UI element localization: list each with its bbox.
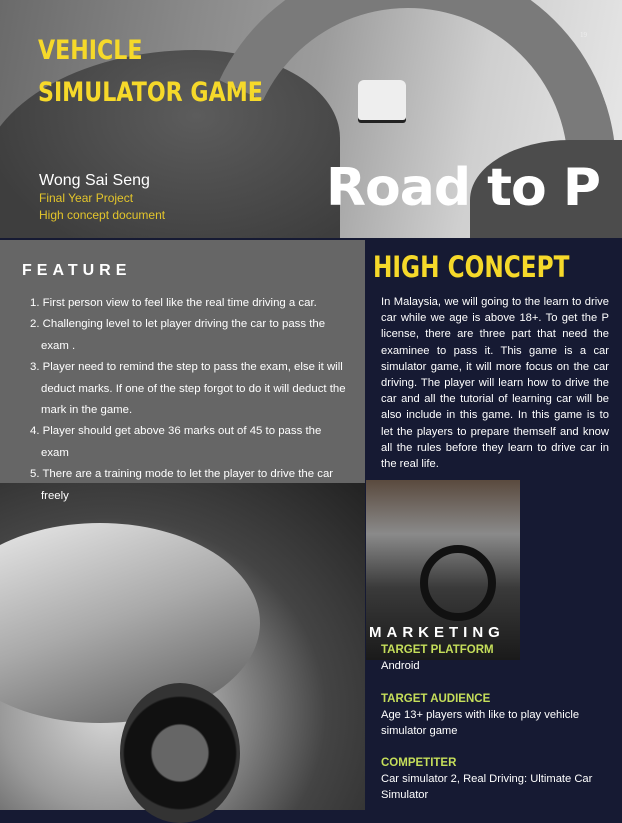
marketing-platform [381,642,611,674]
audience-value: Age 13+ players with like to play vehicle simulator game [381,709,580,737]
high-concept-text: In Malaysia, we will going to the learn to drive car while we age is above 18+. To get the P license, there are three part that need the examinee to pass it. This game is a car simulator game, it will more focus on the car driving. The player will learn how to drive the car and all the tutorial of learning car will be also include in this game. In this game is to let the players to prepare themself and know all the rules before they learn to drive car in the real life. [381,296,609,471]
feature-list [30,293,348,507]
feature-heading: FEATURE [22,262,132,279]
platform-label: TARGET PLATFORM [381,644,494,656]
feature-item: 3. Player need to remind the step to pass the exam, else it will deduct marks. If one of the step forgot to do it will deduct the mark in the game. [30,361,346,417]
subtitle-document: High concept document [39,208,166,222]
car-shape [358,80,406,120]
feature-item: 2. Challenging level to let player driving the car to pass the exam . [30,318,326,352]
platform-value: Android [381,660,420,672]
marketing-heading: MARKETING [369,624,505,641]
car-photo [0,483,365,810]
title-line-1: VEHICLE [38,35,143,66]
page-number: 19 [580,31,587,39]
competitor-value: Car simulator 2, Real Driving: Ultimate Car Simulator [381,773,593,801]
marketing-competitor [381,755,611,803]
audience-label: TARGET AUDIENCE [381,693,491,705]
document-title [38,30,263,114]
high-concept-heading: HIGH CONCEPT [373,250,570,284]
feature-item: 5. There are a training mode to let the player to drive the car freely [30,468,334,502]
title-line-2: SIMULATOR GAME [38,77,263,108]
marketing-audience [381,691,611,739]
feature-item: 1. First person view to feel like the real time driving a car. [30,297,317,309]
subtitle-project: Final Year Project [39,191,134,205]
game-logo: Road to P [326,158,600,218]
competitor-label: COMPETITER [381,757,457,769]
steering-wheel-shape [420,545,496,621]
feature-item: 4. Player should get above 36 marks out of 45 to pass the exam [30,425,322,459]
author-name: Wong Sai Seng [39,172,150,189]
